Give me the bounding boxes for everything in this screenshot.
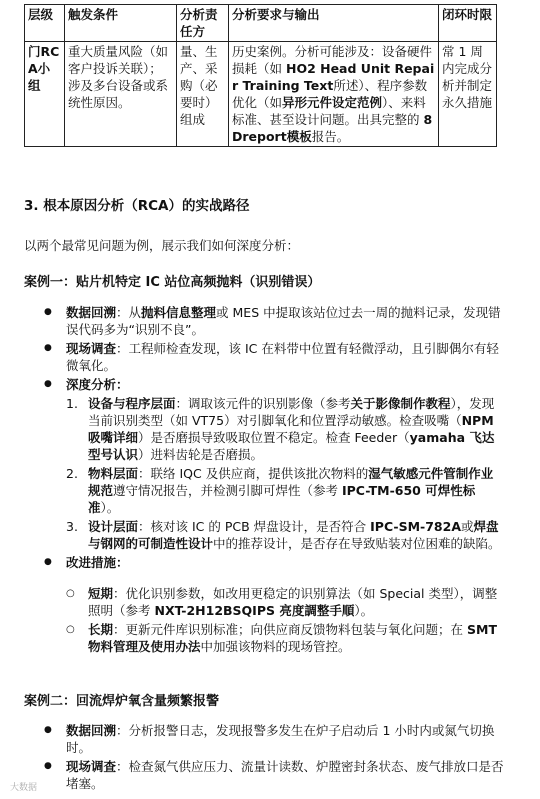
header-deadline: 闭环时限 xyxy=(439,5,497,42)
list-item: ● 数据回溯：从抛料信息整理或 MES 中提取该站位过去一周的抛料记录，发现错误代码多为“识别不良”。 xyxy=(44,304,504,338)
case-two-heading: 案例二：回流焊炉氧含量频繁报警 xyxy=(24,694,220,709)
list-item: 3. 设计层面：核对该 IC 的 PCB 焊盘设计，是否符合 IPC-SM-782A或焊盘与钢网的可制造性设计中的推荐设计，是否存在导致贴装对位困难的缺陷。 xyxy=(66,519,501,551)
table-header-row xyxy=(25,5,497,42)
header-owner: 分析责任方 xyxy=(177,5,229,42)
cell-requirement: 历史案例。分析可能涉及：设备硬件损耗（如 HO2 Head Unit Repair Training Text所述）、程序参数优化（如异形元件设定范例）、来料标准、甚至设计问题。出具完整的 8Dreport模板报告。 xyxy=(229,42,439,147)
list-item: ● 深度分析： 1. 设备与程序层面：调取该元件的识别影像（参考关于影像制作教程），发现当前识别类型（如 VT75）对引脚氧化和位置浮动敏感。检查吸嘴（NPM 吸嘴详细）是否磨损导致吸取位置不稳定。检查 Feeder（yamaha 飞达型号认识）进料齿轮是否磨损。 2. 物料层面：联络 IQC 及供应商，提供该批次物料的湿气敏感元件管制作业规范遵守情况报告，并检测引脚可焊性（参考 IPC-TM-650 可焊性标准）。 3. 设计层面：核对该 IC 的 PCB 焊盘设计，是否符合 IPC-SM-782A或焊盘与钢网的可制造性设计中的推荐设计，是否存在导致贴装对位困难的缺陷。 xyxy=(44,376,504,552)
improvement-list xyxy=(66,585,504,655)
header-requirement: 分析要求与输出 xyxy=(229,5,439,42)
list-item: ● 改进措施： ○ 短期：优化识别参数，如改用更稳定的识别算法（如 Special 类型），调整照明（参考 NXT-2H12BSQIPS 亮度調整手順）。 ○ 长期：更新元件库识别标准；向供应商反馈物料包装与氧化问题；在 SMT 物料管理及使用办法中加强该物料的现场管控。 xyxy=(44,554,504,655)
header-level: 层级 xyxy=(25,5,65,42)
rca-level-table xyxy=(24,4,497,147)
deep-analysis-list xyxy=(66,395,504,552)
list-item: ● 现场调查：工程师检查发现，该 IC 在料带中位置有轻微浮动，且引脚偶尔有轻微氧化。 xyxy=(44,340,504,374)
list-item: ● 数据回溯：分析报警日志，发现报警多发生在炉子启动后 1 小时内或氮气切换时。 xyxy=(44,722,504,756)
case-one-list xyxy=(44,304,504,657)
cell-level: 门RCA小组 xyxy=(25,42,65,147)
list-item: ● 现场调查：检查氮气供应压力、流量计读数、炉膛密封条状态、废气排放口是否堵塞。 xyxy=(44,758,504,792)
section-heading: 3. 根本原因分析（RCA）的实战路径 xyxy=(24,198,250,214)
case-one-heading: 案例一：贴片机特定 IC 站位高频抛料（识别错误） xyxy=(24,275,321,290)
table-row xyxy=(25,42,497,147)
list-item: ○ 长期：更新元件库识别标准；向供应商反馈物料包装与氧化问题；在 SMT 物料管理及使用办法中加强该物料的现场管控。 xyxy=(66,621,504,655)
list-item: ○ 短期：优化识别参数，如改用更稳定的识别算法（如 Special 类型），调整照明（参考 NXT-2H12BSQIPS 亮度調整手順）。 xyxy=(66,585,504,619)
cell-owner: 量、生产、采购（必要时）组成 xyxy=(177,42,229,147)
cell-trigger: 重大质量风险（如客户投诉关联）；涉及多台设备或系统性原因。 xyxy=(65,42,177,147)
case-two-list xyxy=(44,722,504,794)
intro-paragraph: 以两个最常见问题为例，展示我们如何深度分析： xyxy=(24,238,300,253)
list-item: 2. 物料层面：联络 IQC 及供应商，提供该批次物料的湿气敏感元件管制作业规范遵守情况报告，并检测引脚可焊性（参考 IPC-TM-650 可焊性标准）。 xyxy=(66,466,494,515)
list-item: 1. 设备与程序层面：调取该元件的识别影像（参考关于影像制作教程），发现当前识别类型（如 VT75）对引脚氧化和位置浮动敏感。检查吸嘴（NPM 吸嘴详细）是否磨损导致吸取位置不稳定。检查 Feeder（yamaha 飞达型号认识）进料齿轮是否磨损。 xyxy=(66,396,495,462)
watermark-logo: 大数据 xyxy=(10,783,38,793)
cell-deadline: 常 1 周内完成分析并制定永久措施 xyxy=(439,42,497,147)
header-trigger: 触发条件 xyxy=(65,5,177,42)
